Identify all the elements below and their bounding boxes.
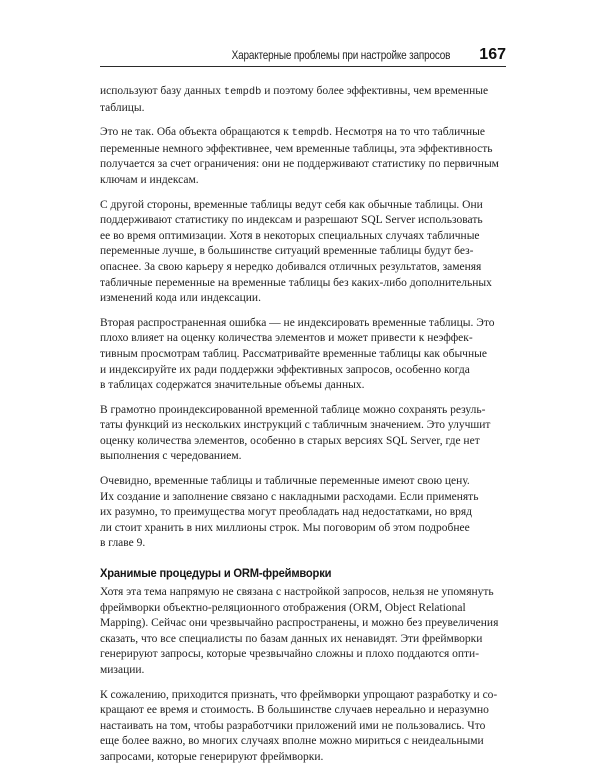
text-run: В грамотно проиндексированной временной таблице можно сохранять резуль- bbox=[100, 403, 486, 416]
text-run: изменений кода или индексации. bbox=[100, 292, 261, 305]
text-run: тивным просмотрам таблиц. Рассматривайте временные таблицы как обычные bbox=[100, 347, 487, 360]
paragraph bbox=[100, 84, 506, 116]
text-run: ее во время оптимизации. Хотя в некоторых специальных случаях табличные bbox=[100, 229, 480, 242]
text-run: табличные переменные на временные таблицы без каких-либо дополнительных bbox=[100, 276, 492, 289]
text-line bbox=[100, 291, 506, 307]
text-run: Хотя эта тема напрямую не связана с настройкой запросов, нельзя не упомянуть bbox=[100, 586, 494, 599]
section-heading: Хранимые процедуры и ORM-фреймворки bbox=[100, 566, 332, 581]
text-line bbox=[100, 331, 506, 347]
text-line bbox=[100, 418, 506, 434]
body-text bbox=[100, 84, 506, 775]
text-line bbox=[100, 229, 506, 245]
text-line bbox=[100, 213, 506, 229]
paragraph bbox=[100, 403, 506, 465]
text-line bbox=[100, 157, 506, 173]
text-run: в таблицах содержатся значительные объемы данных. bbox=[100, 379, 365, 392]
text-run: запросами, которые генерируют фреймворки. bbox=[100, 750, 324, 763]
text-line bbox=[100, 647, 506, 663]
text-run: ключам и индексам. bbox=[100, 173, 199, 186]
chapter-title: Характерные проблемы при настройке запросов bbox=[231, 49, 450, 62]
text-line bbox=[100, 474, 506, 490]
text-run: Mapping). Сейчас они чрезвычайно распространены, и можно без преувеличения bbox=[100, 617, 499, 630]
text-line bbox=[100, 703, 506, 719]
text-line bbox=[100, 316, 506, 332]
text-run: сказать, что все специалисты по базам данных их ненавидят. Эти фреймворки bbox=[100, 632, 483, 645]
paragraph bbox=[100, 474, 506, 552]
text-line bbox=[100, 347, 506, 363]
inline-code: tempdb bbox=[291, 127, 330, 140]
text-line bbox=[100, 688, 506, 704]
paragraph-group bbox=[100, 84, 506, 552]
text-run: генерируют запросы, которые чрезвычайно сложны и плохо поддаются опти- bbox=[100, 648, 480, 661]
text-run: используют базу данных bbox=[100, 85, 224, 97]
text-line bbox=[100, 378, 506, 394]
text-line bbox=[100, 244, 506, 260]
text-run: переменные немного эффективнее, чем временные таблицы, эта эффективность bbox=[100, 142, 493, 155]
text-run: и поэтому более эффективны, чем временные bbox=[261, 85, 489, 97]
text-run: Очевидно, временные таблицы и табличные переменные имеют свою цену. bbox=[100, 475, 470, 488]
text-run: и индексируйте их ради поддержки эффективных запросов, особенно когда bbox=[100, 363, 470, 376]
text-line bbox=[100, 585, 506, 601]
text-run: К сожалению, приходится признать, что фреймворки упрощают разработку и со- bbox=[100, 688, 498, 701]
text-line bbox=[100, 505, 506, 521]
text-line bbox=[100, 490, 506, 506]
text-run: мизации. bbox=[100, 664, 145, 676]
text-line bbox=[100, 101, 506, 117]
text-run: настаивать на том, чтобы разработчики приложений ими не пользовались. Что bbox=[100, 719, 486, 732]
text-line bbox=[100, 536, 506, 552]
text-line bbox=[100, 616, 506, 632]
text-run: Вторая распространенная ошибка — не индексировать временные таблицы. Это bbox=[100, 316, 495, 329]
text-run: таблицы. bbox=[100, 101, 145, 114]
text-run: ли стоит хранить в них миллионы строк. Мы поговорим об этом подробнее bbox=[100, 521, 470, 534]
running-header bbox=[100, 42, 506, 67]
text-line bbox=[100, 601, 506, 617]
text-run: таты функций из нескольких инструкций с табличным значением. Это улучшит bbox=[100, 419, 491, 432]
text-line bbox=[100, 632, 506, 648]
text-line bbox=[100, 198, 506, 214]
text-run: плохо влияет на оценку количества элементов и может привести к неэффек- bbox=[100, 332, 473, 345]
paragraph bbox=[100, 688, 506, 766]
text-line bbox=[100, 663, 506, 679]
paragraph bbox=[100, 198, 506, 307]
text-run: поддерживают статистику по индексам и разрешают SQL Server использовать bbox=[100, 214, 483, 227]
text-line bbox=[100, 434, 506, 450]
text-line bbox=[100, 260, 506, 276]
text-run: Их создание и заполнение связано с накладными расходами. Если применять bbox=[100, 490, 479, 503]
text-run: кращают ее время и стоимость. В большинстве случаев нереально и неразумно bbox=[100, 704, 489, 717]
text-line bbox=[100, 84, 506, 101]
text-run: в главе 9. bbox=[100, 537, 146, 550]
text-line bbox=[100, 449, 506, 465]
text-run: выполнения с чередованием. bbox=[100, 450, 242, 463]
text-run: Это не так. Оба объекта обращаются к bbox=[100, 126, 292, 139]
text-line bbox=[100, 719, 506, 735]
text-run: переменные лучше, в большинстве ситуаций временные таблицы будут без- bbox=[100, 245, 474, 258]
text-line bbox=[100, 750, 506, 766]
text-line bbox=[100, 521, 506, 537]
text-run: С другой стороны, временные таблицы ведут себя как обычные таблицы. Они bbox=[100, 198, 483, 211]
text-run: их разумно, то преимущества могут преобладать над недостатками, но вряд bbox=[100, 506, 473, 519]
text-run: . Несмотря на то что табличные bbox=[329, 126, 486, 139]
text-line bbox=[100, 276, 506, 292]
text-line bbox=[100, 403, 506, 419]
paragraph bbox=[100, 316, 506, 394]
paragraph bbox=[100, 585, 506, 679]
text-run: еще более важно, во многих случаях вполне можно мириться с неидеальными bbox=[100, 735, 484, 748]
text-line bbox=[100, 363, 506, 379]
text-line bbox=[100, 125, 506, 142]
inline-code: tempdb bbox=[223, 86, 262, 98]
text-line bbox=[100, 173, 506, 189]
text-run: получается за счет ограничения: они не поддерживают статистику по первичным bbox=[100, 158, 499, 171]
text-run: опаснее. За свою карьеру я нередко добивался отличных результатов, заменяя bbox=[100, 260, 482, 273]
text-line bbox=[100, 734, 506, 750]
text-run: фреймворки объектно-реляционного отображения (ORM, Object Relational bbox=[100, 601, 466, 614]
paragraph-group-section bbox=[100, 585, 506, 766]
paragraph bbox=[100, 125, 506, 188]
text-line bbox=[100, 142, 506, 158]
text-run: оценку количества элементов, особенно в старых версиях SQL Server, где нет bbox=[100, 434, 480, 447]
page-number: 167 bbox=[479, 46, 506, 63]
